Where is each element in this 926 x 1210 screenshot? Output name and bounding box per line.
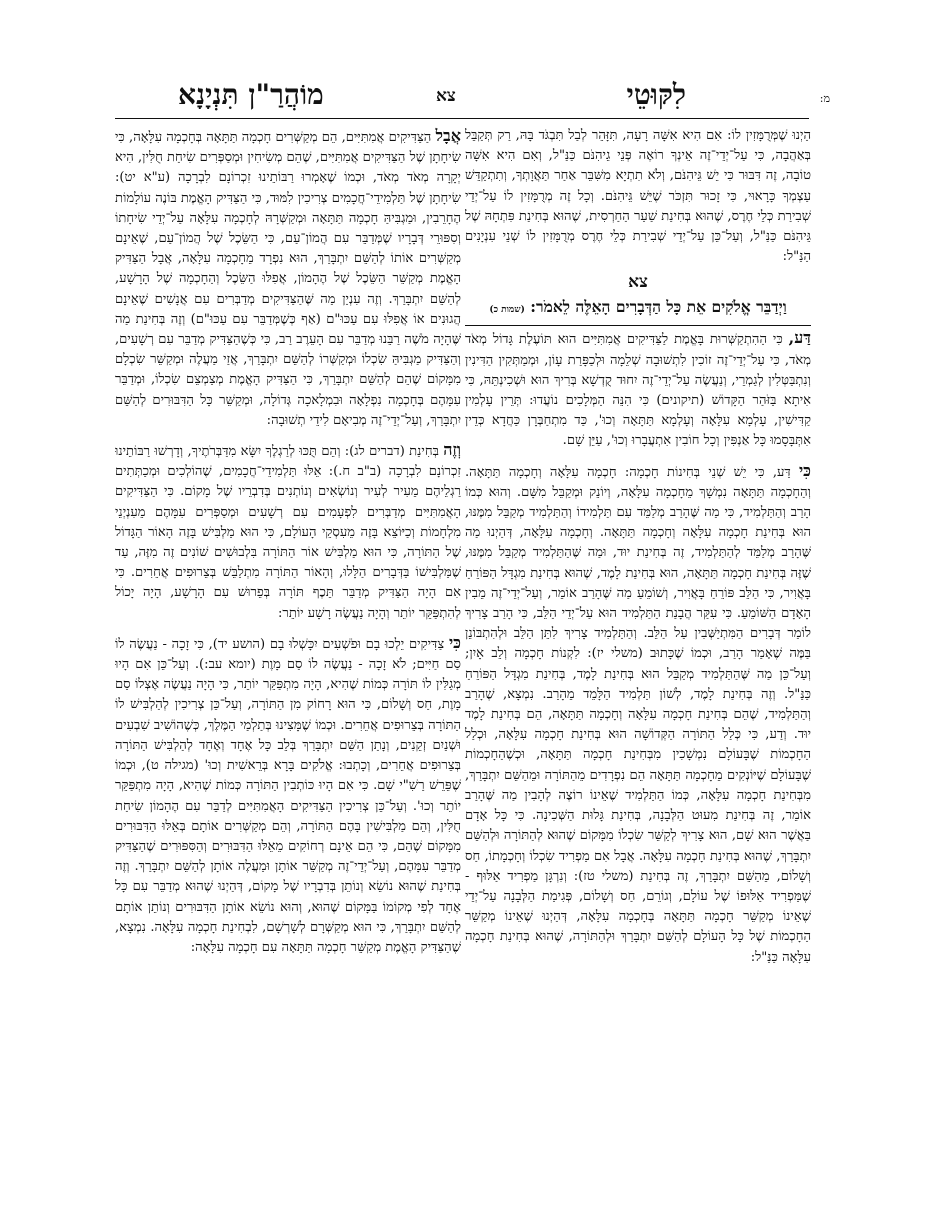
page-number: צא — [436, 86, 456, 106]
paragraph-text: הַצַּדִּיקִים אֲמִתִּיִּים, הֵם מְקַשְּׁרִים חָכְמָה תַּתָּאָה בְּחָכְמָה עִלָּאָה, כִּי שִׂיחָתָן שֶׁל הַצַּדִּיקִים אֲמִתִּיִּים, שֶׁהֵם מְשִׂיחִין וּמְסַפְּרִים שִׂיחַת חֻלִּין, הִיא יְקָרָה מְאֹד מְאֹד, וּכְמוֹ שֶׁאָמְרוּ רַבּוֹתֵינוּ זִכְרוֹנָם לִבְרָכָה (ע"א יט): שִׂיחָתָן שֶׁל תַּלְמִידֵי־חֲכָמִים צְרִיכִין לִמּוּד, כִּי הַצַּדִּיק הָאֱמֶת בּוֹנֶה עוֹלָמוֹת הֶחָרֵבִין, וּמַגְבִּיהַּ חָכְמָה תַּתָּאָה וּמְקַשְּׁרָהּ לְחָכְמָה עִלָּאָה עַל־יְדֵי שִׂיחָתוֹ וְסִפּוּרֵי דְּבָרָיו שֶׁמְּדַבֵּר עִם הֲמוֹן־עַם, כִּי הַשֵּׂכֶל שֶׁל הֲמוֹן־עַם, שֶׁאֵינָם מְקַשְּׁרִים אוֹתוֹ לְהַשֵּׁם יִתְבָּרַךְ, הוּא נִפְרָד מֵחָכְמָה עִלָּאָה, אֲבָל הַצַּדִּיק הָאֱמֶת מְקַשֵּׁר הַשֵּׂכֶל שֶׁל הֶהָמוֹן, אֲפִלּוּ הַשֵּׂכֶל וְהַחָכְמָה שֶׁל הָרָשָׁע, לְהַשֵּׁם יִתְבָּרַךְ. וְזֶה עִנְיַן מַה שֶּׁהַצַּדִּיקִים מְדַבְּרִים עִם אֲנָשִׁים שֶׁאֵינָם הֲגוּנִים אוֹ אֲפִלּוּ עִם עַכּוּ"ם (אַף כְּשֶׁמְּדַבֵּר עִם עַכּוּ"ם) וְזֶה בְּחִינַת מַה שֶּׁהָיָה מֹשֶׁה רַבֵּנוּ מְדַבֵּר עִם הָעֵרֶב רַב, כִּי כְּשֶׁהַצַּדִּיק מְדַבֵּר עִם רְשָׁעִים, וְהַצַּדִּיק מַגְבִּיהַּ שִׂכְלוֹ וּמְקַשְּׁרוֹ לְהַשֵּׁם יִתְבָּרַךְ, אֲזַי מַעֲלֶה וּמְקַשֵּׁר שִׂכְלָם מִמָּקוֹם שֶׁהֵם לְהַשֵּׁם יִתְבָּרַךְ, כִּי הַצַּדִּיק הָאֱמֶת מְצַמְצֵם שִׂכְלוֹ, וּמְדַבֵּר עִמָּהֶם בְּחָכְמָה נִפְלָאָה וּבִמְלָאכָה גְּדוֹלָה, וּמְקַשֵּׁר כָּל הַדִּבּוּרִים לְהַשֵּׁם יִתְבָּרַךְ, וְעַל־יְדֵי־זֶה מְבִיאָם לִידֵי תְשׁוּבָה: — [115, 130, 461, 428]
paragraph — [115, 126, 461, 431]
paragraph — [115, 440, 461, 624]
paragraph — [465, 328, 811, 451]
section-verse-text: וַיְדַבֵּר אֱלֹקִים אֵת כָּל הַדְּבָרִים הָאֵלֶּה לֵאמֹר: — [530, 297, 787, 317]
section-verse — [465, 295, 811, 326]
section-number: צא — [628, 272, 648, 293]
paragraph — [115, 633, 461, 958]
page-header — [0, 0, 926, 111]
header-title-right: לִקּוּטֵי — [626, 78, 686, 111]
paragraph-lead: וְזֶה — [443, 440, 461, 460]
paragraph-lead: דַּע, — [788, 328, 811, 348]
paragraph-lead: כִּי — [448, 632, 461, 652]
paragraph-text: צַדִּיקִים יֵלְכוּ בָם וּפֹשְׁעִים יִכָּשְׁלוּ בָם (הושע יד), כִּי זָכָה - נַעֲשֶׂה לוֹ סַם חַיִּים; לֹא זָכָה - נַעֲשֶׂה לוֹ סַם מָוֶת (יומא עב:). וְעַל־כֵּן אִם הָיוּ מְגַלִּין לוֹ תּוֹרָה כְּמוֹת שֶׁהִיא, הָיָה מִתְפַּקֵּר יוֹתֵר, כִּי הָיָה נַעֲשֶׂה אֶצְלוֹ סַם מָוֶת, חַס וְשָׁלוֹם, כִּי הוּא רָחוֹק מִן הַתּוֹרָה, וְעַל־כֵּן צְרִיכִין לְהַלְבִּישׁ לוֹ הַתּוֹרָה בְּצֵרוּפִים אֲחֵרִים. וּכְמוֹ שֶׁמָּצִינוּ בְּתַלְמַי הַמֶּלֶךְ, כְּשֶׁהוֹשִׁיב שִׁבְעִים וּשְׁנַיִם זְקֵנִים, וְנָתַן הַשֵּׁם יִתְבָּרַךְ בְּלֵב כָּל אֶחָד וְאֶחָד לְהַלְבִּישׁ הַתּוֹרָה בְּצֵרוּפִים אֲחֵרִים, וְכָתְבוּ: אֱלֹקִים בָּרָא בְּרֵאשִׁית וְכוּ' (מגילה ט), וּכְמוֹ שֶׁפֵּרֵשׁ רַשִׁ"י שָׁם. כִּי אִם הָיוּ כּוֹתְבִין הַתּוֹרָה כְּמוֹת שֶׁהִיא, הָיָה מִתְפַּקֵּר יוֹתֵר וְכוּ'. וְעַל־כֵּן צְרִיכִין הַצַּדִּיקִים הָאֲמִתִּיִּים לְדַבֵּר עִם הֶהָמוֹן שִׂיחַת חֻלִּין, וְהֵם מַלְבִּישִׁין בָּהֶם הַתּוֹרָה, וְהֵם מְקַשְּׁרִים אוֹתָם בְּאֵלּוּ הַדִּבּוּרִים מִמָּקוֹם שֶׁהֵם, כִּי הֵם אֵינָם רְחוֹקִים מֵאֵלּוּ הַדִּבּוּרִים וְהַסִּפּוּרִים שֶׁהַצַּדִּיק מְדַבֵּר עִמָּהֶם, וְעַל־יְדֵי־זֶה מְקַשֵּׁר אוֹתָן וּמַעֲלֶה אוֹתָן לְהַשֵּׁם יִתְבָּרַךְ. וְזֶה בְּחִינַת שֶׁהוּא נוֹשֵׂא וְנוֹתֵן בְּדִבְרָיו שֶׁל מָקוֹם, דְּהַיְנוּ שֶׁהוּא מְדַבֵּר עִם כָּל אֶחָד לְפִי מְקוֹמוֹ בַּמָּקוֹם שֶׁהוּא, וְהוּא נוֹשֵׂא אוֹתָן הַדִּבּוּרִים וְנוֹתֵן אוֹתָם לְהַשֵּׁם יִתְבָּרַךְ, כִּי הוּא מְקַשְּׁרָם לְשָׁרְשָׁם, לִבְחִינַת חָכְמָה עִלָּאָה. נִמְצָא, שֶׁהַצַּדִּיק הָאֱמֶת מְקַשֵּׁר חָכְמָה תַּתָּאָה עִם חָכְמָה עִלָּאָה: — [115, 636, 461, 955]
paragraph-lead: כִּי — [798, 460, 811, 480]
right-column — [465, 126, 811, 1186]
paragraph-text: כִּי הַהִתְקַשְּׁרוּת בָּאֱמֶת לַצַּדִּיקִים אֲמִתִּיִּים הוּא תּוֹעֶלֶת גָּדוֹל מְאֹד מְאֹד, כִּי עַל־יְדֵי־זֶה זוֹכִין לִתְשׁוּבָה שְׁלֵמָה וּלְכַפָּרַת עָוֹן, וּמְמַתְּקִין הַדִּינִין וְנִתְבַּטְּלִין לְגַמְרֵי, וְנַעֲשֶׂה עַל־יְדֵי־זֶה יִחוּד קֻדְשָׁא בְּרִיךְ הוּא וּשְׁכִינְתֵּהּ, כִּי אִיתָא בַּזֹּהַר הַקָּדוֹשׁ (תיקונים) כִּי הִנֵּה הַמְּלָכִים נוֹעֲדוּ: תְּרֵין עָלְמִין קַדִּישִׁין, עָלְמָא עִלָּאָה וְעָלְמָא תַּתָּאָה וְכוּ', כַּד מִתְחַבְּרָן כַּחֲדָא כְּדֵין אִתְּבָּסָמוּ כָּל אַנְפִּין וְכָל חוֹבִין אִתְעֲבָרוּ וְכוּ', עַיֵּן שָׁם. — [465, 332, 811, 449]
paragraph-text: דַּע, כִּי יֵשׁ שְׁנֵי בְּחִינוֹת חָכְמָה: חָכְמָה עִלָּאָה וְחָכְמָה תַּתָּאָה. וְהַחָכְמָה תַּתָּאָה נִמְשָׁךְ מֵחָכְמָה עִלָּאָה, וְיוֹנֵק וּמְקַבֵּל מִשָּׁם. וְהוּא כְּמוֹ הָרַב וְהַתַּלְמִיד, כִּי מַה שֶּׁהָרַב מְלַמֵּד עִם תַּלְמִידוֹ וְהַתַּלְמִיד מְקַבֵּל מִמֶּנּוּ, הוּא בְּחִינַת חָכְמָה עִלָּאָה וְחָכְמָה תַּתָּאָה. וְחָכְמָה עִלָּאָה, דְּהַיְנוּ מַה שֶּׁהָרַב מְלַמֵּד לְהַתַּלְמִיד, זֶה בְּחִינַת יוּד, וּמַה שֶּׁהַתַּלְמִיד מְקַבֵּל מִמֶּנּוּ, שֶׁזֶּה בְּחִינַת חָכְמָה תַּתָּאָה, הוּא בְּחִינַת לָמֶד, שֶׁהוּא בְּחִינַת מִגְדָּל הַפּוֹרֵחַ בָּאֲוִיר, כִּי הַלֵּב פּוֹרֵחַ בָּאֲוִיר, וְשׁוֹמֵעַ מַה שֶּׁהָרַב אוֹמֵר, וְעַל־יְדֵי־זֶה מֵבִין הָאָדָם הַשּׁוֹמֵעַ. כִּי עִקַּר הֲבָנַת הַתַּלְמִיד הוּא עַל־יְדֵי הַלֵּב, כִּי הָרַב צָרִיךְ לוֹמַר דְּבָרִים הַמִּתְיַשְּׁבִין עַל הַלֵּב. וְהַתַּלְמִיד צָרִיךְ לִתֵּן הַלֵּב וּלְהִתְבּוֹנֵן בַּמֶּה שֶׁאָמַר הָרַב, וּכְמוֹ שֶׁכָּתוּב (משלי יז): לִקְנוֹת חָכְמָה וְלֵב אָיִן; וְעַל־כֵּן מַה שֶּׁהַתַּלְמִיד מְקַבֵּל הוּא בְּחִינַת לָמֶד, בְּחִינַת מִגְדָּל הַפּוֹרֵחַ כַּנַּ"ל. וְזֶה בְּחִינַת לָמֶד, לְשׁוֹן תַּלְמִיד הַלָּמֵד מֵהָרַב. נִמְצָא, שֶׁהָרַב וְהַתַּלְמִיד, שֶׁהֵם בְּחִינַת חָכְמָה עִלָּאָה וְחָכְמָה תַּתָּאָה, הֵם בְּחִינַת לָמֶד יוּד. וְדַע, כִּי כְּלַל הַתּוֹרָה הַקְּדוֹשָׁה הוּא בְּחִינַת חָכְמָה עִלָּאָה, וּכְלַל הַחָכְמוֹת שֶׁבָּעוֹלָם נִמְשָׁכִין מִבְּחִינַת חָכְמָה תַּתָּאָה, וּכְשֶׁהַחָכְמוֹת שֶׁבָּעוֹלָם שֶׁיּוֹנְקִים מֵחָכְמָה תַּתָּאָה הֵם נִפְרָדִים מֵהַתּוֹרָה וּמֵהַשֵּׁם יִתְבָּרַךְ, מִבְּחִינַת חָכְמָה עִלָּאָה, כְּמוֹ הַתַּלְמִיד שֶׁאֵינוֹ רוֹצֶה לְהָבִין מַה שֶּׁהָרַב אוֹמֵר, זֶה בְּחִינַת מִעוּט הַלְּבָנָה, בְּחִינַת גָּלוּת הַשְּׁכִינָה. כִּי כָּל אָדָם בַּאֲשֶׁר הוּא שָׁם, הוּא צָרִיךְ לְקַשֵּׁר שִׂכְלוֹ מִמָּקוֹם שֶׁהוּא לְהַתּוֹרָה וּלְהַשֵּׁם יִתְבָּרַךְ, שֶׁהוּא בְּחִינַת חָכְמָה עִלָּאָה. אֲבָל אִם מַפְרִיד שִׂכְלוֹ וְחָכְמָתוֹ, חַס וְשָׁלוֹם, מֵהַשֵּׁם יִתְבָּרַךְ, זֶה בְּחִינַת (משלי טז): וְנִרְגָּן מַפְרִיד אַלּוּף - שֶׁמַּפְרִיד אַלּוּפוֹ שֶׁל עוֹלָם, וְגוֹרֵם, חַס וְשָׁלוֹם, פְּגִימַת הַלְּבָנָה עַל־יְדֵי שֶׁאֵינוֹ מְקַשֵּׁר חָכְמָה תַּתָּאָה בְּחָכְמָה עִלָּאָה, דְּהַיְנוּ שֶׁאֵינוֹ מְקַשֵּׁר הַחָכְמוֹת שֶׁל כָּל הָעוֹלָם לְהַשֵּׁם יִתְבָּרַךְ וּלְהַתּוֹרָה, שֶׁהוּא בְּחִינַת חָכְמָה עִלָּאָה כַּנַּ"ל: — [465, 464, 811, 965]
page-ref: מ: — [819, 92, 830, 105]
paragraph-lead: אֲבָל — [435, 126, 461, 145]
paragraph-text: בְּחִינַת (דברים לג): וְהֵם תֻּכּוּ לְרַגְלֶךָ יִשָּׂא מִדַּבְּרֹתֶיךָ, וְדָרְשׁוּ רַבּוֹתֵינוּ זִכְרוֹנָם לִבְרָכָה (ב"ב ח.): אֵלּוּ תַּלְמִידֵי־חֲכָמִים, שֶׁהוֹלְכִים וּמְכַתְּתִים רַגְלֵיהֶם מֵעִיר לְעִיר וְנוֹשְׂאִים וְנוֹתְנִים בְּדִבְרֵיו שֶׁל מָקוֹם. כִּי הַצַּדִּיקִים הָאֲמִתִּיִּים מְדַבְּרִים לִפְעָמִים עִם רְשָׁעִים וּמְסַפְּרִים עִמָּהֶם מֵעִנְיְנֵי מִלְחָמוֹת וְכַיּוֹצֵא בָּזֶה מֵעִסְקֵי הָעוֹלָם, כִּי הוּא מַלְבִּישׁ בָּזֶה הָאוֹר הַגָּדוֹל שֶׁל הַתּוֹרָה, כִּי הוּא מַלְבִּישׁ אוֹר הַתּוֹרָה בִּלְבוּשִׁים שׁוֹנִים זֶה מִזֶּה, עַד שֶׁמַּלְבִּישׁוֹ בַּדְּבָרִים הַלָּלוּ, וְהָאוֹר הַתּוֹרָה מִתְלַבֵּשׁ בְּצֵרוּפִים אֲחֵרִים. כִּי אִם הָיָה הַצַּדִּיק מְדַבֵּר תֵּכֶף תּוֹרָה בְּפֵרוּשׁ עִם הָרָשָׁע, הָיָה יָכוֹל לְהִתְפַּקֵּר יוֹתֵר וְהָיָה נַעֲשֶׂה רָשָׁע יוֹתֵר: — [115, 444, 461, 621]
left-column — [115, 126, 461, 1186]
section-verse-source: (שמות כ) — [489, 305, 525, 316]
paragraph — [465, 461, 811, 968]
paragraph-top: הַיְנוּ שֶׁמְּרֻמָּזִין לוֹ: אִם הִיא אִשָּׁה רָעָה, תִּזָּהֵר לְבַל תִּבְגֹּד בָּהּ, רַק תְּקַבֵּל בְּאַהֲבָה, כִּי עַל־יְדֵי־זֶה אֵינְךָ רוֹאֶה פְּנֵי גֵיהִנֹּם כַּנַּ"ל, וְאִם הִיא אִשָּׁה טוֹבָה, זֶה דִּבּוּר כִּי יֵשׁ גֵּיהִנֹּם, וְלֹא תִתְיָא מִשִּׁבֵּר אַחַר תַּאֲוָתְךָ, וְתִתְקַדֵּשׁ עַצְמְךָ כָּרָאוּי, כִּי זָכוּר תִּזְכֹּר שֶׁיֵּשׁ גֵּיהִנֹּם. וְכָל זֶה מְרֻמָּזִין לוֹ עַל־יְדֵי שְׁבִירַת כְּלֵי חֶרֶס, שֶׁהוּא בְּחִינַת שַׁעַר הַחַרְסִית, שֶׁהוּא בְּחִינַת פִּתְחָהּ שֶׁל גֵּיהִנֹּם כַּנַּ"ל, וְעַל־כֵּן עַל־יְדֵי שְׁבִירַת כְּלֵי חֶרֶס מְרֻמָּזִין לוֹ שְׁנֵי עִנְיָנִים הַנַּ"ל: — [465, 128, 811, 265]
header-rule — [115, 118, 809, 119]
header-title-left: מוֹהֲרַ"ן תִּנְיָנָא — [178, 78, 324, 111]
